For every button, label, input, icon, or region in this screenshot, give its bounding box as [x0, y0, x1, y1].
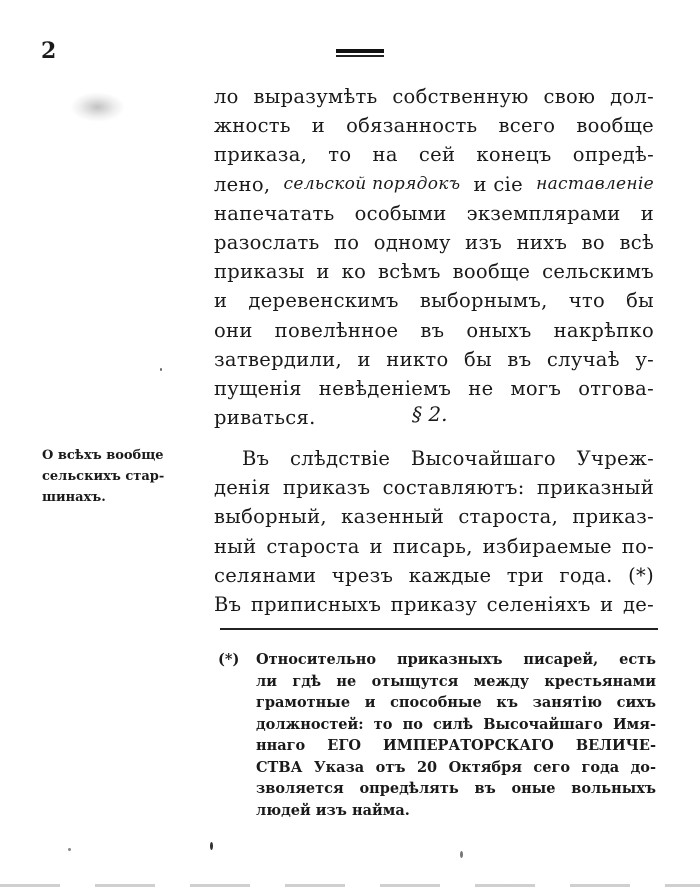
text-line: жность и обязанность всего вообще [214, 114, 654, 138]
footnote-line: зволяется опредѣлять въ оные вольныхъ [256, 780, 656, 797]
text-line: ный староста и писарь, избираемые по- [214, 534, 654, 558]
italic-term: наставленіе [536, 173, 654, 194]
footnote-line: ннаго ЕГО ИМПЕРАТОРСКАГО ВЕЛИЧЕ- [256, 737, 656, 754]
text-line: и деревенскимъ выборнымъ, что бы [214, 289, 654, 313]
text-line: выборный, казенный староста, приказ- [214, 505, 654, 529]
text-line: разослать по одному изъ нихъ во всѣ [214, 231, 654, 255]
text-line: Въ приписныхъ приказу селеніяхъ и де- [214, 593, 654, 617]
text-line: денія приказъ составляютъ: приказный [214, 476, 654, 500]
ink-speck [460, 851, 463, 858]
text-line: напечатать особыми экземплярами и [214, 201, 654, 225]
ink-smudge [70, 92, 125, 122]
text-line: ло выразумѣть собственную свою дол- [214, 85, 654, 108]
text-line: пущенія невѣденіемъ не могъ отгова- [214, 377, 654, 401]
text-line: Въ слѣдствіе Высочайшаго Учреж- [242, 447, 654, 470]
footnote-marker: (*) [218, 651, 240, 668]
section-heading: § 2. [412, 402, 448, 426]
text-line: приказы и ко всѣмъ вообще сельскимъ [214, 260, 654, 284]
margin-note-line: шинахъ. [42, 490, 106, 505]
text-segment: лено, [214, 172, 271, 196]
text-line: приказа, то на сей конецъ опредѣ- [214, 143, 654, 167]
paragraph-1 [214, 82, 654, 432]
margin-note-line: О всѣхъ вообще [42, 448, 164, 463]
text-line: риваться. [214, 406, 316, 430]
footnote-rule [220, 628, 658, 630]
ink-speck [210, 842, 213, 850]
footnote-line: людей изъ найма. [256, 801, 410, 819]
margin-note-line: сельскихъ стар- [42, 469, 165, 484]
headpiece-bar-thin [336, 55, 384, 57]
ink-speck [68, 848, 71, 851]
text-segment: и сіе [473, 172, 523, 196]
text-line: затвердили, и никто бы въ случаѣ у- [214, 347, 654, 371]
footnote-line: ли гдѣ не отыщутся между крестьянами [256, 672, 656, 690]
ink-speck [160, 368, 162, 371]
scan-edge [0, 884, 700, 887]
margin-note [42, 445, 202, 508]
paragraph-2 [214, 444, 654, 619]
footnote-line: СТВА Указа отъ 20 Октября сего года до- [256, 758, 656, 776]
footnote-line: Относительно приказныхъ писарей, есть [256, 651, 656, 668]
headpiece-ornament [336, 49, 384, 59]
footnote-line: грамотные и способные къ занятію сихъ [256, 694, 656, 711]
headpiece-bar-thick [336, 49, 384, 53]
footnote-line: должностей: то по силѣ Высочайшаго Имя- [256, 715, 656, 733]
footnote-body [256, 649, 656, 821]
text-line: они повелѣнное въ оныхъ накрѣпко [214, 318, 654, 342]
page-number: 2 [41, 38, 57, 64]
text-line: селянами чрезъ каждые три года. (*) [214, 563, 654, 587]
text-line-mixed [214, 170, 654, 199]
italic-term: сельской порядокъ [283, 173, 461, 194]
